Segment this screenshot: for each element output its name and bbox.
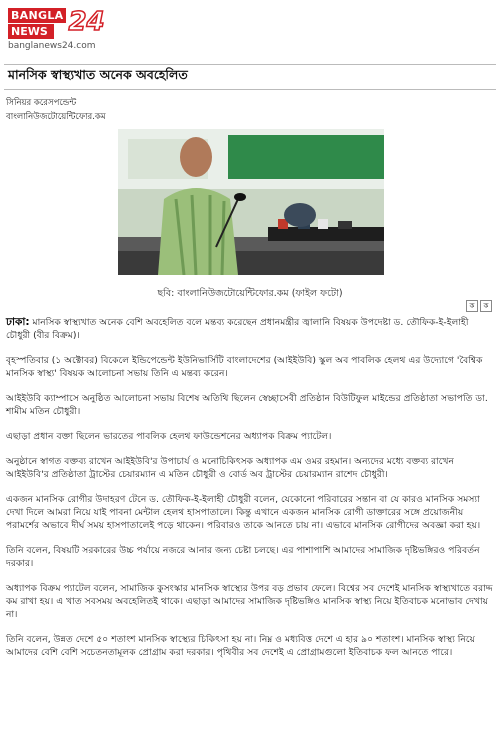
speaker-photo-image	[118, 129, 384, 275]
logo-url: banglanews24.com	[8, 41, 96, 51]
article-body	[6, 316, 494, 671]
logo-number: 24	[68, 7, 105, 37]
font-increase-button[interactable]: ক	[480, 300, 492, 312]
paragraph-9: তিনি বলেন, উন্নত দেশে ৫০ শতাংশ মানসিক স্বাস্থ্যের চিকিৎসা হয় না। নিম্ন ও মধ্যবিত্ত দেশে এ হার ৯০ শতাংশ। মানসিক স্বাস্থ্য নিয়ে আমাদের বেশি বেশি সচেতনতামূলক প্রোগ্রাম করা দরকার। পৃথিবীর সব দেশেই এ প্রোগ্রামগুলো ইতিবাচক ফল আনতে পারে।	[6, 634, 475, 658]
paragraph-1	[6, 316, 494, 342]
site-logo[interactable]	[8, 8, 108, 50]
paragraph-8: অধ্যাপক বিক্রম প্যাটেল বলেন, সামাজিক কুসংস্কার মানসিক স্বাস্থ্যের উপর বড় প্রভাব ফেলে। বিশ্বের সব দেশেই মানসিক স্বাস্থ্যখাতে বরাদ্দ কম রাখা হয়। এ খাত সবসময় অবহেলিতই থাকে। এছাড়া আমাদের সামাজিক দৃষ্টিভঙ্গিও মানসিক স্বাস্থ্য নিয়ে ইতিবাচক মনোভাব দেখায় না।	[6, 583, 493, 620]
article-title: মানসিক স্বাস্থ্যখাত অনেক অবহেলিত	[8, 67, 188, 82]
dateline: ঢাকা:	[6, 316, 30, 328]
font-decrease-button[interactable]: ক	[466, 300, 478, 312]
font-size-controls	[466, 300, 492, 312]
logo-word-news: NEWS	[8, 24, 54, 39]
paragraph-6: একজন মানসিক রোগীর উদাহরণ টেনে ড. তৌফিক-ই-ইলাহী চৌধুরী বলেন, যেকোনো পরিবারের সন্তান বা যে কারও মানসিক সমস্যা দেখা দিলে আমরা নিয়ে যাই পাবনা মেন্টাল হেলথ হাসপাতালে। কিন্তু এখানে একজন মানসিক রোগী ডাক্তারের সঙ্গে প্রয়োজনীয় পরামর্শের অভাবে দীর্ঘ সময় হাসপাতালেই পড়ে থাকেন। পরিবারও তাকে আনতে চায় না। এভাবে মানসিক রোগীদের অবজ্ঞা করা হয়।	[6, 494, 481, 531]
paragraph-1-text: মানসিক স্বাস্থ্যখাত অনেক বেশি অবহেলিত বলে মন্তব্য করেছেন প্রধানমন্ত্রীর জ্বালানি বিষয়ক উপদেষ্টা ড. তৌফিক-ই-ইলাহী চৌধুরী (বীর বিক্রম)।	[6, 317, 469, 341]
logo-word-bangla: BANGLA	[8, 8, 66, 23]
paragraph-3: আইইউবি ক্যাম্পাসে অনুষ্ঠিত আলোচনা সভায় বিশেষ অতিথি ছিলেন স্বেচ্ছাসেবী প্রতিষ্ঠান বিউটিফুল মাইন্ডের প্রতিষ্ঠাতা সভাপতি ডা. শামীম মতিন চৌধুরী।	[6, 393, 488, 417]
byline	[6, 96, 106, 124]
paragraph-4: এছাড়া প্রধান বক্তা ছিলেন ভারতের পাবলিক হেলথ ফাউন্ডেশনের অধ্যাপক বিক্রম প্যাটেল।	[6, 431, 332, 442]
photo-caption: ছবি: বাংলানিউজটোয়েন্টিফোর.কম (ফাইল ফটো)	[157, 288, 343, 299]
byline-role: সিনিয়র করেসপন্ডেন্ট	[6, 98, 77, 108]
byline-source: বাংলানিউজটোয়েন্টিফোর.কম	[6, 112, 106, 122]
paragraph-5: অনুষ্ঠানে স্বাগত বক্তব্য রাখেন আইইউবি'র উপাচার্য ও মনোচিকিৎসক অধ্যাপক এম ওমর রহমান। অন্যদের মধ্যে বক্তব্য রাখেন আইইউবি'র প্রতিষ্ঠাতা ট্রাস্টের চেয়ারম্যান এ মতিন চৌধুরী ও বোর্ড অব ট্রাস্টের চেয়ারম্যান রাশেদ চৌধুরী।	[6, 456, 455, 480]
headline-bar	[4, 64, 496, 90]
paragraph-7: তিনি বলেন, বিষয়টি সরকারের উচ্চ পর্যায়ে নজরে আনার জন্য চেষ্টা চলছে। এর পাশাপাশি আমাদের সামাজিক দৃষ্টিভঙ্গিরও পরিবর্তন দরকার।	[6, 545, 480, 569]
paragraph-2: বৃহস্পতিবার (১ অক্টোবর) বিকেলে ইন্ডিপেন্ডেন্ট ইউনিভার্সিটি বাংলাদেশের (আইইউবি) স্কুল অব পাবলিক হেলথ এর উদ্যোগে 'বৈশ্বিক মানসিক স্বাস্থ্য' বিষয়ক আলোচনা সভায় তিনি এ মন্তব্য করেন।	[6, 355, 483, 379]
article-photo	[118, 129, 384, 275]
